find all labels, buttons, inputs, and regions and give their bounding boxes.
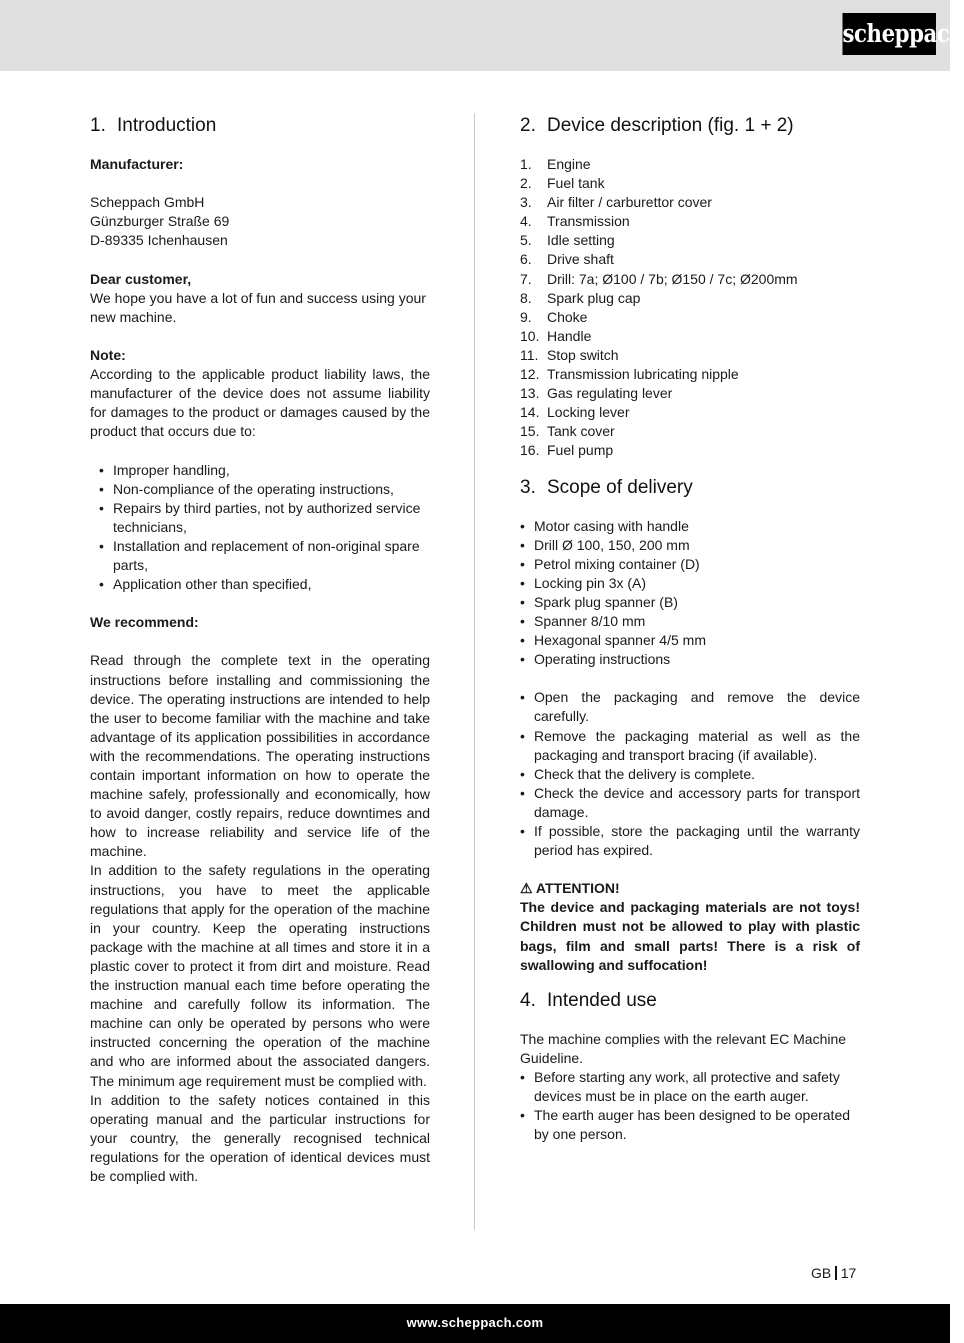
list-item: 16. Fuel pump <box>520 442 614 459</box>
list-item: 14. Locking lever <box>520 404 630 421</box>
list-item: • Installation and replacement of non-original spare parts, <box>90 537 430 575</box>
list-item: 6. Drive shaft <box>520 251 614 268</box>
list-item: 3. Air filter / carburettor cover <box>520 194 712 211</box>
list-item: • Check that the delivery is complete. <box>520 765 860 784</box>
device-parts-list <box>520 155 860 461</box>
list-item: 12. Transmission lubricating nipple <box>520 366 739 383</box>
list-item: • If possible, store the packaging until the warranty period has expired. <box>520 822 860 860</box>
list-item: 13. Gas regulating lever <box>520 385 673 402</box>
left-column <box>90 114 430 1186</box>
list-item: 7. Drill: 7a; Ø100 / 7b; Ø150 / 7c; Ø200mm <box>520 270 798 287</box>
list-item: • Motor casing with handle <box>520 517 860 536</box>
right-column <box>520 114 860 1144</box>
recommend-paragraph: Read through the complete text in the operating instructions before installing and commissioning the device. The operating instructions are intended to help the user to become familiar with the machine and take advantage of its application possibilities in accordance with the recommendations. The operating instructions contain important information on how to operate the machine safely, professionally and economically, how to avoid danger, costly repairs, reduce downtimes and how to increase reliability and service life of the machine. <box>90 652 430 860</box>
intended-use-list <box>520 1068 860 1144</box>
attention-label: ⚠ ATTENTION! <box>520 880 620 897</box>
intended-use-text: The machine complies with the relevant EC Machine Guideline. <box>520 1030 847 1066</box>
list-item: • Improper handling, <box>90 461 430 480</box>
list-item: 15. Tank cover <box>520 423 615 440</box>
page-footer <box>0 1304 950 1343</box>
list-item: 4. Transmission <box>520 213 630 230</box>
section-heading-intended-use: 4. Intended use <box>520 989 657 1011</box>
list-item: 9. Choke <box>520 308 588 325</box>
section-heading-device-description: 2. Device description (fig. 1 + 2) <box>520 115 794 136</box>
page-header <box>0 0 964 71</box>
recommend-paragraph: In addition to the safety regulations in the operating instructions, you have to meet the applicable regulations that apply for the operation of the machine in your country. Keep the operating instructions package with the machine at all times and store it in a plastic cover to protect it from dirt and moisture. Read the instruction manual each time before operating the machine and carefully follow its information. The machine can only be operated by persons who were instructed concerning the operation of the machine and who are informed about the associated dangers. The minimum age requirement must be complied with. <box>90 862 430 1089</box>
list-item: • Open the packaging and remove the device carefully. <box>520 688 860 726</box>
list-item: 2. Fuel tank <box>520 175 605 192</box>
list-item: 1. Engine <box>520 156 591 172</box>
list-item: • The earth auger has been designed to be operated by one person. <box>520 1106 860 1144</box>
footer-url[interactable]: www.scheppach.com <box>406 1315 544 1330</box>
section-heading-introduction: 1. Introduction <box>90 115 217 136</box>
address-line: Scheppach GmbH <box>90 194 205 211</box>
address-line: Günzburger Straße 69 <box>90 213 230 230</box>
list-item: • Petrol mixing container (D) <box>520 555 860 574</box>
dear-customer-text: We hope you have a lot of fun and success using your new machine. <box>90 289 426 325</box>
list-item: • Check the device and accessory parts for transport damage. <box>520 784 860 822</box>
dear-customer-label: Dear customer, <box>90 270 192 287</box>
list-item: • Repairs by third parties, not by authorized service technicians, <box>90 499 430 537</box>
unpacking-steps-list <box>520 688 860 860</box>
list-item: • Locking pin 3x (A) <box>520 574 860 593</box>
list-item: • Before starting any work, all protective and safety devices must be in place on the earth auger. <box>520 1068 860 1106</box>
list-item: 11. Stop switch <box>520 346 619 363</box>
liability-list <box>90 461 430 595</box>
list-item: • Hexagonal spanner 4/5 mm <box>520 631 860 650</box>
section-heading-scope-of-delivery: 3. Scope of delivery <box>520 476 693 498</box>
recommend-paragraph: In addition to the safety notices contained in this operating manual and the particular instructions for your country, the generally recognised technical regulations for the operation of identical devices must be complied with. <box>90 1091 430 1184</box>
note-label: Note: <box>90 346 126 363</box>
list-item: • Spark plug spanner (B) <box>520 593 860 612</box>
list-item: • Spanner 8/10 mm <box>520 612 860 631</box>
list-item: 5. Idle setting <box>520 232 615 249</box>
list-item: 10. Handle <box>520 327 592 344</box>
recommend-label: We recommend: <box>90 614 199 631</box>
list-item: 8. Spark plug cap <box>520 289 641 306</box>
scheppach-logo: scheppach <box>843 13 937 55</box>
page-number: GB 17 <box>811 1265 857 1281</box>
list-item: • Non-compliance of the operating instructions, <box>90 480 430 499</box>
attention-text: The device and packaging materials are not toys! Children must not be allowed to play with plastic bags, film and small parts! There is a risk of swallowing and suffocation! <box>520 899 860 973</box>
address-line: D-89335 Ichenhausen <box>90 232 228 249</box>
list-item: • Operating instructions <box>520 650 860 669</box>
list-item: • Remove the packaging material as well as the packaging and transport bracing (if available). <box>520 727 860 765</box>
list-item: • Application other than specified, <box>90 575 430 594</box>
column-divider <box>474 113 475 1230</box>
note-text: According to the applicable product liability laws, the manufacturer of the device does not assume liability for damages to the product or damages caused by the product that occurs due to: <box>90 366 430 440</box>
delivery-items-list <box>520 517 860 670</box>
manufacturer-label: Manufacturer: <box>90 156 184 172</box>
list-item: • Drill Ø 100, 150, 200 mm <box>520 536 860 555</box>
